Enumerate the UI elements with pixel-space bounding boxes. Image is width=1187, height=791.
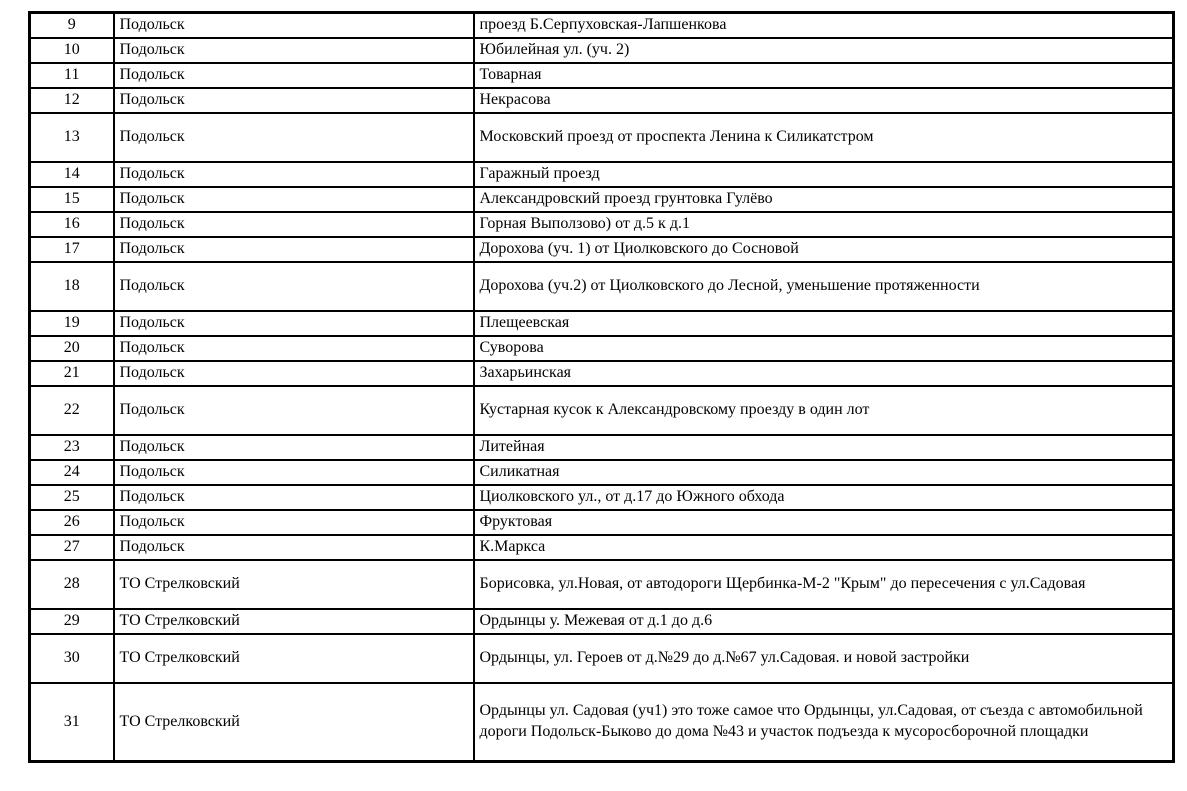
- row-number-cell: 16: [30, 212, 114, 237]
- row-number-cell: 20: [30, 336, 114, 361]
- district-cell: Подольск: [114, 38, 474, 63]
- street-cell: Гаражный проезд: [474, 162, 1174, 187]
- district-cell: Подольск: [114, 63, 474, 88]
- street-cell: К.Маркса: [474, 535, 1174, 560]
- row-number-cell: 12: [30, 88, 114, 113]
- street-cell: Некрасова: [474, 88, 1174, 113]
- street-cell: проезд Б.Серпуховская-Лапшенкова: [474, 13, 1174, 38]
- district-cell: ТО Стрелковский: [114, 609, 474, 634]
- table-row: [30, 212, 1174, 237]
- row-number-cell: 13: [30, 113, 114, 162]
- district-cell: Подольск: [114, 336, 474, 361]
- row-number-cell: 22: [30, 386, 114, 435]
- table-row: [30, 63, 1174, 88]
- street-cell: Дорохова (уч.2) от Циолковского до Лесной, уменьшение протяженности: [474, 262, 1174, 311]
- row-number-cell: 18: [30, 262, 114, 311]
- district-cell: Подольск: [114, 262, 474, 311]
- roads-table: [28, 11, 1175, 763]
- street-cell: Суворова: [474, 336, 1174, 361]
- street-cell: Захарьинская: [474, 361, 1174, 386]
- district-cell: Подольск: [114, 13, 474, 38]
- row-number-cell: 19: [30, 311, 114, 336]
- street-cell: Ордынцы у. Межевая от д.1 до д.6: [474, 609, 1174, 634]
- street-cell: Литейная: [474, 435, 1174, 460]
- table-row: [30, 262, 1174, 311]
- district-cell: Подольск: [114, 88, 474, 113]
- street-cell: Александровский проезд грунтовка Гулёво: [474, 187, 1174, 212]
- table-row: [30, 13, 1174, 38]
- row-number-cell: 31: [30, 683, 114, 762]
- table-row: [30, 311, 1174, 336]
- district-cell: Подольск: [114, 187, 474, 212]
- row-number-cell: 9: [30, 13, 114, 38]
- street-cell: Плещеевская: [474, 311, 1174, 336]
- table-row: [30, 88, 1174, 113]
- table-row: [30, 237, 1174, 262]
- row-number-cell: 10: [30, 38, 114, 63]
- table-row: [30, 560, 1174, 609]
- row-number-cell: 21: [30, 361, 114, 386]
- street-cell: Ордынцы, ул. Героев от д.№29 до д.№67 ул.Садовая. и новой застройки: [474, 634, 1174, 683]
- district-cell: Подольск: [114, 311, 474, 336]
- district-cell: Подольск: [114, 361, 474, 386]
- street-cell: Силикатная: [474, 460, 1174, 485]
- district-cell: Подольск: [114, 535, 474, 560]
- district-cell: Подольск: [114, 435, 474, 460]
- row-number-cell: 25: [30, 485, 114, 510]
- table-row: [30, 634, 1174, 683]
- row-number-cell: 14: [30, 162, 114, 187]
- row-number-cell: 27: [30, 535, 114, 560]
- street-cell: Юбилейная ул. (уч. 2): [474, 38, 1174, 63]
- district-cell: Подольск: [114, 485, 474, 510]
- street-cell: Товарная: [474, 63, 1174, 88]
- street-cell: Горная Выползово) от д.5 к д.1: [474, 212, 1174, 237]
- street-cell: Кустарная кусок к Александровскому проезду в один лот: [474, 386, 1174, 435]
- table-row: [30, 187, 1174, 212]
- district-cell: ТО Стрелковский: [114, 634, 474, 683]
- table-row: [30, 535, 1174, 560]
- district-cell: ТО Стрелковский: [114, 683, 474, 762]
- table-row: [30, 162, 1174, 187]
- table-row: [30, 485, 1174, 510]
- row-number-cell: 29: [30, 609, 114, 634]
- table-row: [30, 460, 1174, 485]
- row-number-cell: 17: [30, 237, 114, 262]
- district-cell: Подольск: [114, 510, 474, 535]
- row-number-cell: 28: [30, 560, 114, 609]
- district-cell: Подольск: [114, 386, 474, 435]
- table-row: [30, 113, 1174, 162]
- street-cell: Борисовка, ул.Новая, от автодороги Щербинка-М-2 "Крым" до пересечения с ул.Садовая: [474, 560, 1174, 609]
- street-cell: Циолковского ул., от д.17 до Южного обхода: [474, 485, 1174, 510]
- row-number-cell: 11: [30, 63, 114, 88]
- row-number-cell: 30: [30, 634, 114, 683]
- table-row: [30, 361, 1174, 386]
- row-number-cell: 24: [30, 460, 114, 485]
- street-cell: Фруктовая: [474, 510, 1174, 535]
- roads-table-body: [30, 13, 1174, 762]
- district-cell: Подольск: [114, 460, 474, 485]
- street-cell: Ордынцы ул. Садовая (уч1) это тоже самое что Ордынцы, ул.Садовая, от съезда с автомобильной дороги Подольск-Быково до дома №43 и участок подъезда к мусоросборочной площадки: [474, 683, 1174, 762]
- table-row: [30, 510, 1174, 535]
- table-row: [30, 435, 1174, 460]
- street-cell: Московский проезд от проспекта Ленина к Силикатстром: [474, 113, 1174, 162]
- row-number-cell: 23: [30, 435, 114, 460]
- table-row: [30, 683, 1174, 762]
- district-cell: Подольск: [114, 212, 474, 237]
- district-cell: Подольск: [114, 237, 474, 262]
- table-row: [30, 336, 1174, 361]
- table-row: [30, 386, 1174, 435]
- district-cell: Подольск: [114, 162, 474, 187]
- street-cell: Дорохова (уч. 1) от Циолковского до Сосновой: [474, 237, 1174, 262]
- row-number-cell: 15: [30, 187, 114, 212]
- table-row: [30, 38, 1174, 63]
- table-row: [30, 609, 1174, 634]
- district-cell: ТО Стрелковский: [114, 560, 474, 609]
- row-number-cell: 26: [30, 510, 114, 535]
- district-cell: Подольск: [114, 113, 474, 162]
